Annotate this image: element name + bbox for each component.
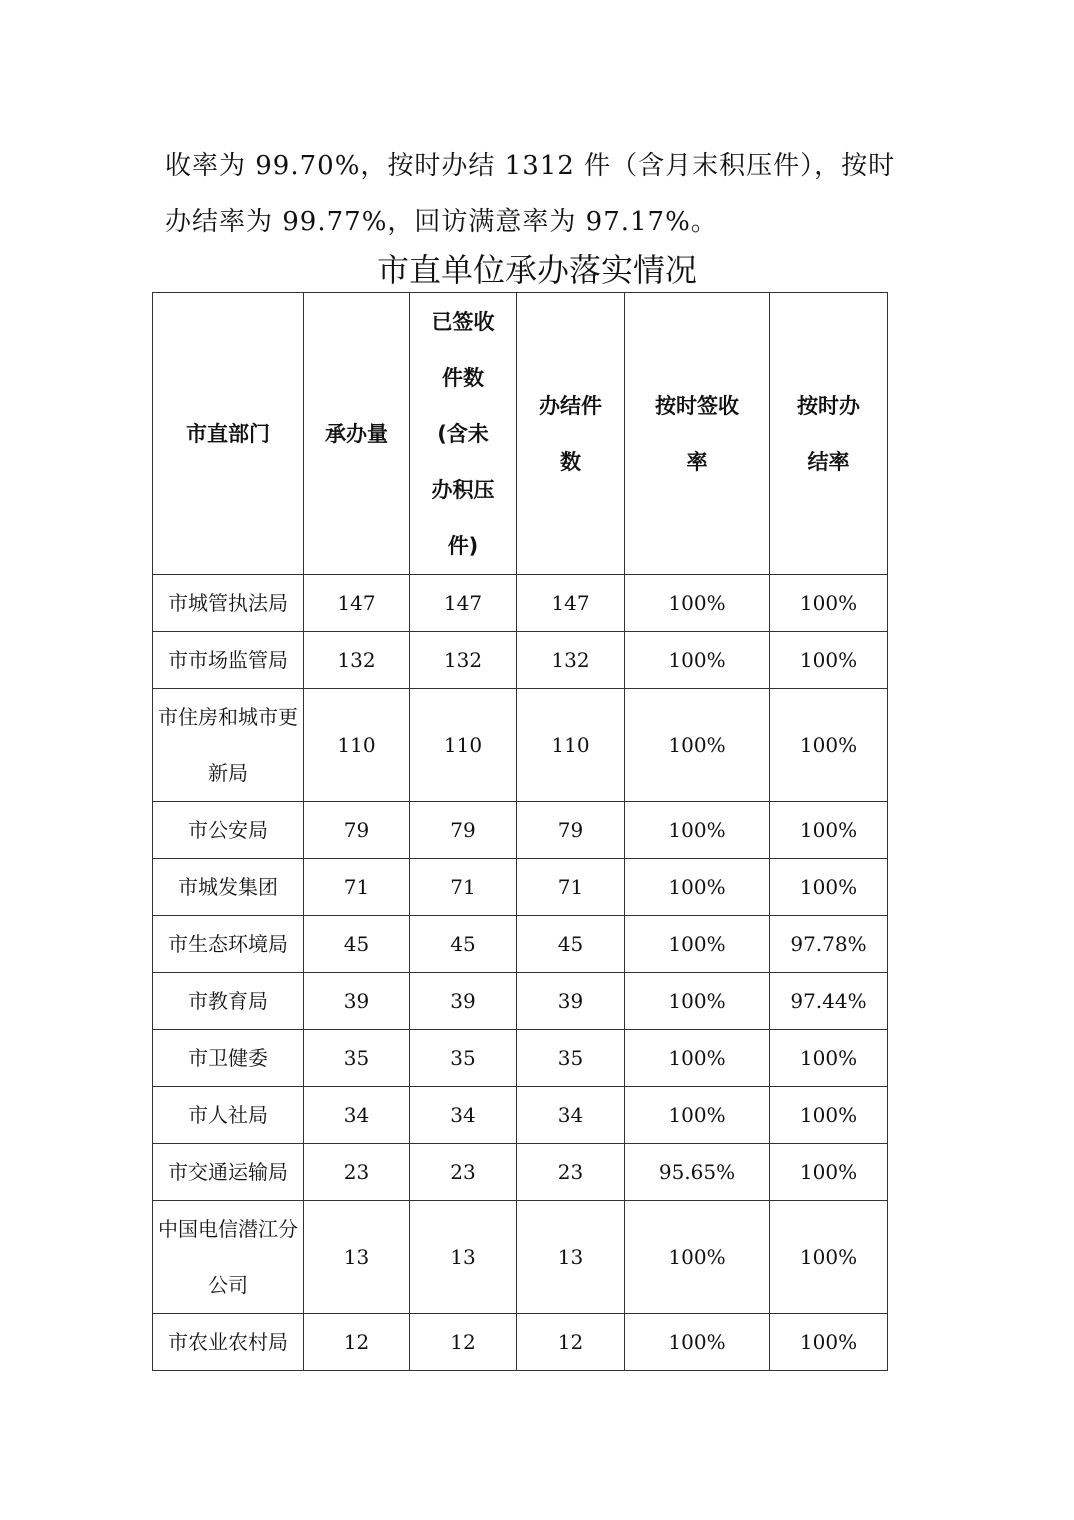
dept-name: 市住房和城市更新局 (158, 705, 298, 785)
cell-signed: 147 (410, 575, 517, 632)
cell-completed: 13 (517, 1201, 625, 1314)
cell-signed: 132 (410, 632, 517, 689)
cell-done-rate: 100% (770, 689, 888, 802)
header-line: (含未 (437, 421, 489, 446)
header-line: 结率 (807, 449, 850, 474)
cell-signed: 110 (410, 689, 517, 802)
cell-dept (153, 1314, 304, 1371)
header-col-dept (153, 293, 304, 575)
cell-signed: 34 (410, 1087, 517, 1144)
cell-volume: 23 (304, 1144, 410, 1201)
cell-signed: 71 (410, 859, 517, 916)
table-row (153, 632, 888, 689)
cell-dept (153, 1030, 304, 1087)
cell-dept (153, 632, 304, 689)
table-row (153, 973, 888, 1030)
cell-completed: 12 (517, 1314, 625, 1371)
header-col-sign-rate (625, 293, 770, 575)
cell-signed: 45 (410, 916, 517, 973)
header-line: 按时签收 (655, 393, 739, 418)
cell-volume: 39 (304, 973, 410, 1030)
header-line: 数 (560, 449, 581, 474)
cell-signed: 13 (410, 1201, 517, 1314)
cell-sign-rate: 100% (625, 1030, 770, 1087)
header-line: 件数 (442, 365, 484, 390)
dept-name: 市教育局 (188, 989, 268, 1013)
intro-line-1: 收率为 99.70%，按时办结 1312 件（含月末积压件），按时 (165, 151, 896, 181)
table-row (153, 1087, 888, 1144)
table-body (153, 575, 888, 1371)
dept-name: 市市场监管局 (168, 648, 288, 672)
table-row (153, 859, 888, 916)
cell-done-rate: 100% (770, 859, 888, 916)
header-line: 率 (686, 449, 708, 474)
header-col-signed (410, 293, 517, 575)
table-row (153, 1030, 888, 1087)
cell-dept (153, 916, 304, 973)
cell-done-rate: 100% (770, 575, 888, 632)
cell-dept (153, 973, 304, 1030)
cell-dept (153, 1087, 304, 1144)
header-line: 件) (447, 533, 479, 558)
intro-line-2: 办结率为 99.77%，回访满意率为 97.17%。 (165, 207, 718, 237)
cell-sign-rate: 100% (625, 859, 770, 916)
table-title: 市直单位承办落实情况 (376, 251, 697, 289)
header-col-volume (304, 293, 410, 575)
cell-sign-rate: 95.65% (625, 1144, 770, 1201)
cell-volume: 45 (304, 916, 410, 973)
cell-volume: 79 (304, 802, 410, 859)
header-line: 承办量 (325, 421, 388, 446)
cell-done-rate: 100% (770, 802, 888, 859)
table-row (153, 916, 888, 973)
cell-completed: 23 (517, 1144, 625, 1201)
cell-done-rate: 100% (770, 1087, 888, 1144)
cell-done-rate: 97.78% (770, 916, 888, 973)
cell-signed: 12 (410, 1314, 517, 1371)
dept-name: 市农业农村局 (168, 1330, 288, 1354)
cell-sign-rate: 100% (625, 916, 770, 973)
cell-dept (153, 859, 304, 916)
cell-volume: 12 (304, 1314, 410, 1371)
cell-done-rate: 100% (770, 1030, 888, 1087)
cell-sign-rate: 100% (625, 689, 770, 802)
cell-sign-rate: 100% (625, 973, 770, 1030)
header-col-completed (517, 293, 625, 575)
cell-done-rate: 100% (770, 632, 888, 689)
cell-completed: 110 (517, 689, 625, 802)
cell-sign-rate: 100% (625, 802, 770, 859)
table-row (153, 1201, 888, 1314)
header-line: 市直部门 (186, 421, 270, 446)
dept-name: 市生态环境局 (168, 932, 288, 956)
cell-done-rate: 97.44% (770, 973, 888, 1030)
cell-completed: 132 (517, 632, 625, 689)
cell-completed: 147 (517, 575, 625, 632)
dept-name: 市人社局 (188, 1103, 268, 1127)
cell-dept (153, 575, 304, 632)
cell-sign-rate: 100% (625, 1201, 770, 1314)
cell-completed: 34 (517, 1087, 625, 1144)
cell-completed: 39 (517, 973, 625, 1030)
cell-done-rate: 100% (770, 1314, 888, 1371)
cell-dept (153, 802, 304, 859)
cell-volume: 34 (304, 1087, 410, 1144)
table-row (153, 1314, 888, 1371)
cell-volume: 13 (304, 1201, 410, 1314)
cell-done-rate: 100% (770, 1201, 888, 1314)
cell-sign-rate: 100% (625, 575, 770, 632)
header-col-done-rate (770, 293, 888, 575)
dept-name: 市城管执法局 (168, 591, 288, 615)
table-row (153, 689, 888, 802)
header-line: 已签收 (431, 309, 495, 334)
dept-table (152, 292, 888, 1371)
dept-name: 中国电信潜江分公司 (158, 1217, 298, 1297)
cell-signed: 23 (410, 1144, 517, 1201)
cell-dept (153, 689, 304, 802)
table-header-row (153, 293, 888, 575)
cell-signed: 79 (410, 802, 517, 859)
header-line: 办结件 (539, 393, 602, 418)
cell-sign-rate: 100% (625, 1314, 770, 1371)
cell-volume: 110 (304, 689, 410, 802)
cell-volume: 132 (304, 632, 410, 689)
cell-sign-rate: 100% (625, 632, 770, 689)
cell-signed: 35 (410, 1030, 517, 1087)
dept-name: 市卫健委 (188, 1046, 268, 1070)
cell-completed: 71 (517, 859, 625, 916)
header-line: 办积压 (431, 477, 495, 502)
cell-completed: 45 (517, 916, 625, 973)
cell-sign-rate: 100% (625, 1087, 770, 1144)
dept-name: 市交通运输局 (168, 1160, 288, 1184)
table-row (153, 1144, 888, 1201)
table-row (153, 575, 888, 632)
cell-signed: 39 (410, 973, 517, 1030)
cell-completed: 79 (517, 802, 625, 859)
table-row (153, 802, 888, 859)
dept-name: 市公安局 (188, 818, 268, 842)
header-line: 按时办 (797, 393, 860, 418)
cell-volume: 147 (304, 575, 410, 632)
cell-volume: 35 (304, 1030, 410, 1087)
cell-done-rate: 100% (770, 1144, 888, 1201)
intro-paragraph (165, 138, 925, 250)
dept-name: 市城发集团 (178, 875, 278, 899)
cell-dept (153, 1144, 304, 1201)
cell-dept (153, 1201, 304, 1314)
cell-volume: 71 (304, 859, 410, 916)
cell-completed: 35 (517, 1030, 625, 1087)
